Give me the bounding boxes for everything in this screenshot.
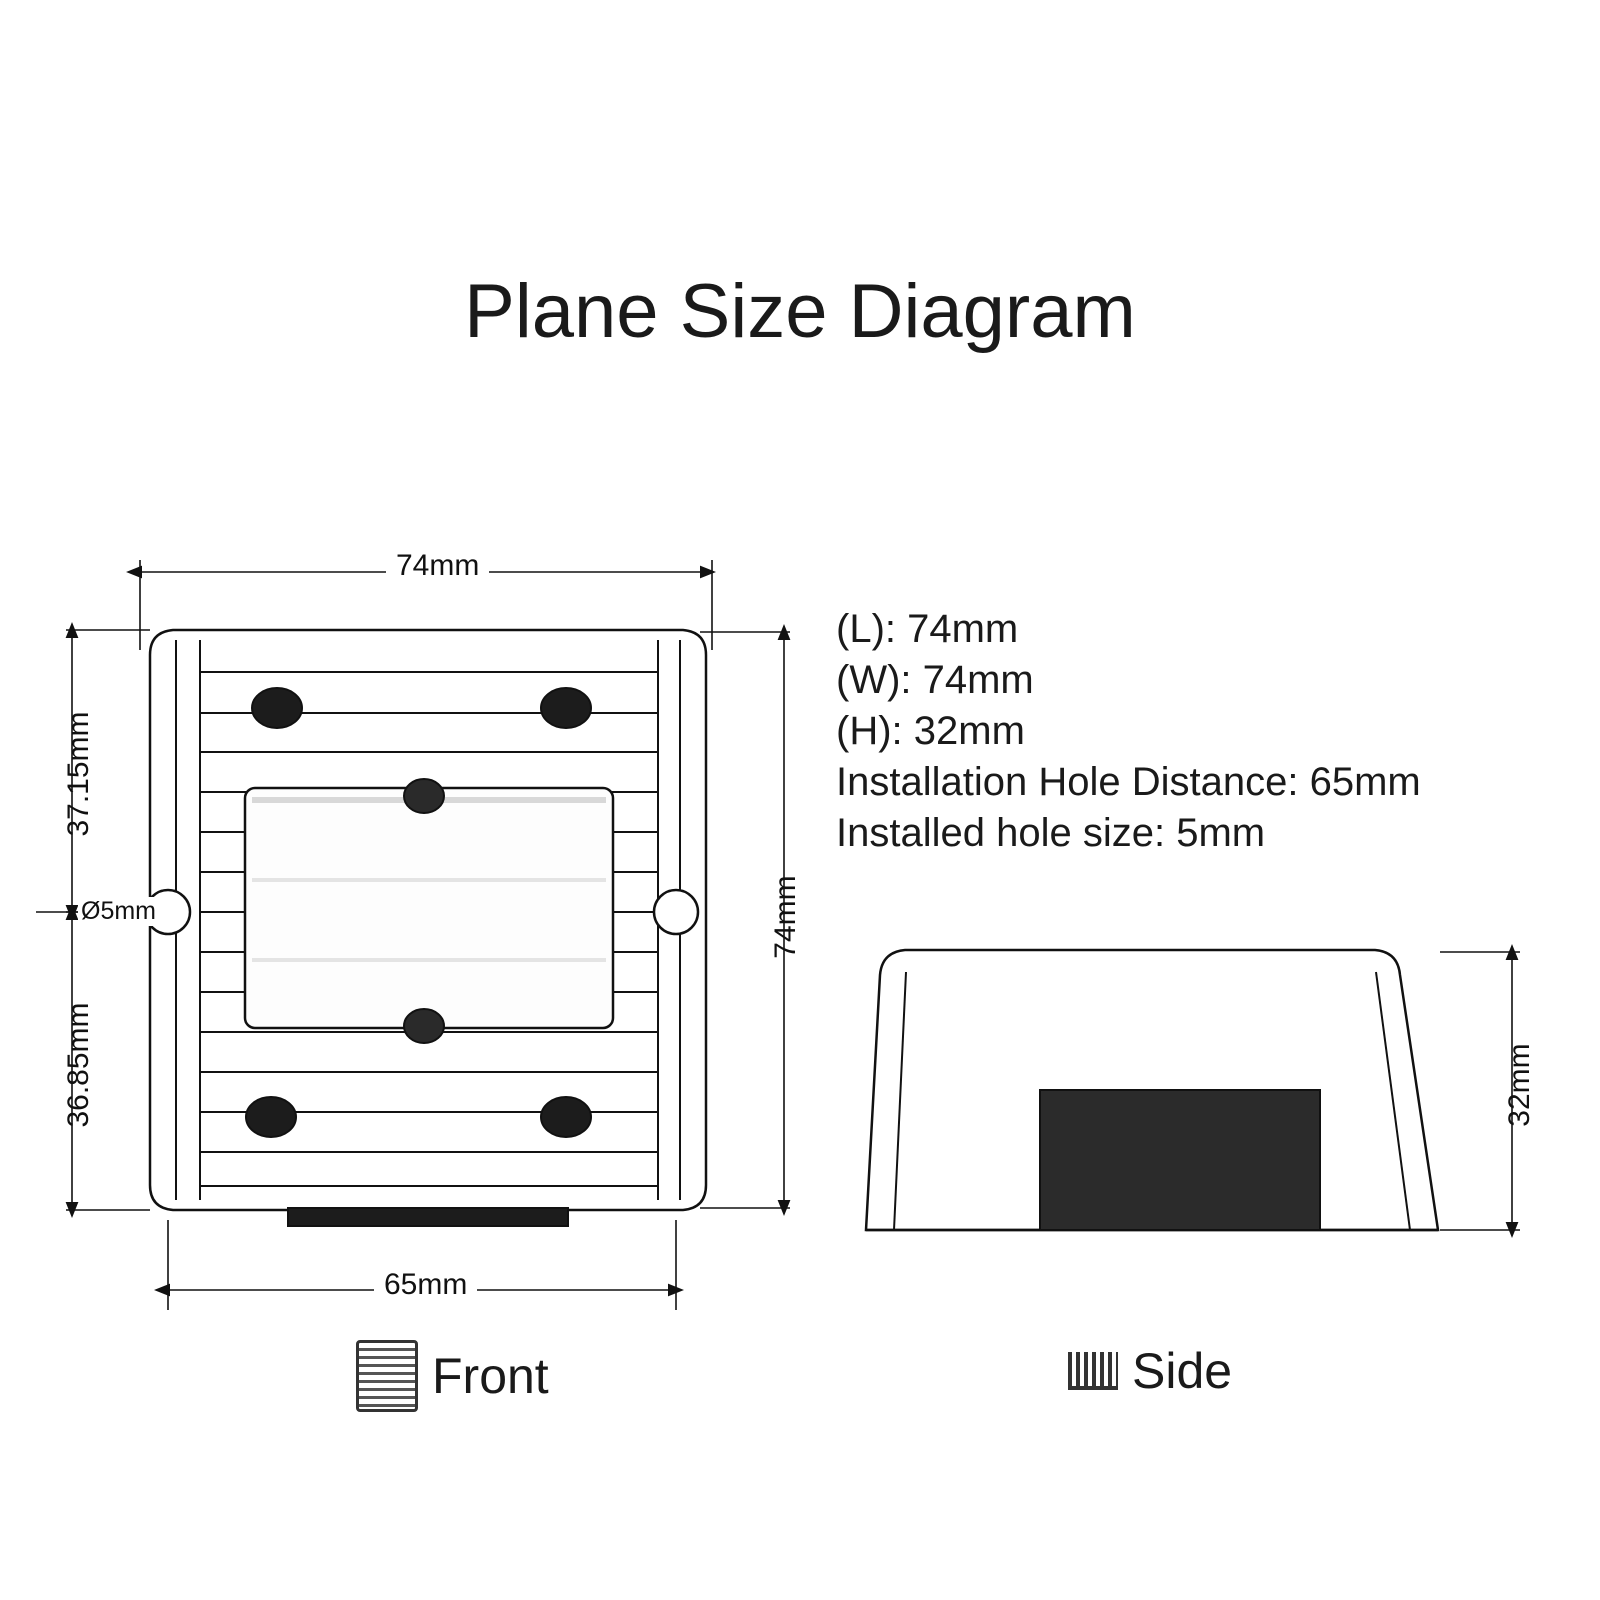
spec-height: (H): 32mm bbox=[836, 709, 1025, 753]
legend-side-label: Side bbox=[1132, 1343, 1233, 1399]
legend-front-label: Front bbox=[432, 1348, 549, 1404]
dim-right-height: 74mm bbox=[769, 875, 802, 959]
dim-bottom-width: 65mm bbox=[374, 1268, 477, 1302]
dim-hole-diameter: Ø5mm bbox=[78, 897, 159, 926]
page-title: Plane Size Diagram bbox=[464, 269, 1136, 354]
side-view-body bbox=[866, 950, 1438, 1230]
spec-hole-distance: Installation Hole Distance: 65mm bbox=[836, 760, 1421, 804]
spec-hole-size: Installed hole size: 5mm bbox=[836, 811, 1266, 855]
dim-top-width: 74mm bbox=[386, 549, 489, 583]
dim-left-upper: 37.15mm bbox=[62, 711, 95, 837]
spec-length: (L): 74mm bbox=[836, 607, 1019, 651]
dim-side-height: 32mm bbox=[1503, 1043, 1536, 1127]
front-view-body bbox=[146, 630, 706, 1226]
legend-side bbox=[1068, 1342, 1232, 1400]
legend-front bbox=[356, 1340, 549, 1412]
dim-left-lower: 36.85mm bbox=[62, 1002, 95, 1128]
spec-width: (W): 74mm bbox=[836, 658, 1034, 702]
side-view-icon bbox=[1068, 1352, 1118, 1390]
front-view-icon bbox=[356, 1340, 418, 1412]
